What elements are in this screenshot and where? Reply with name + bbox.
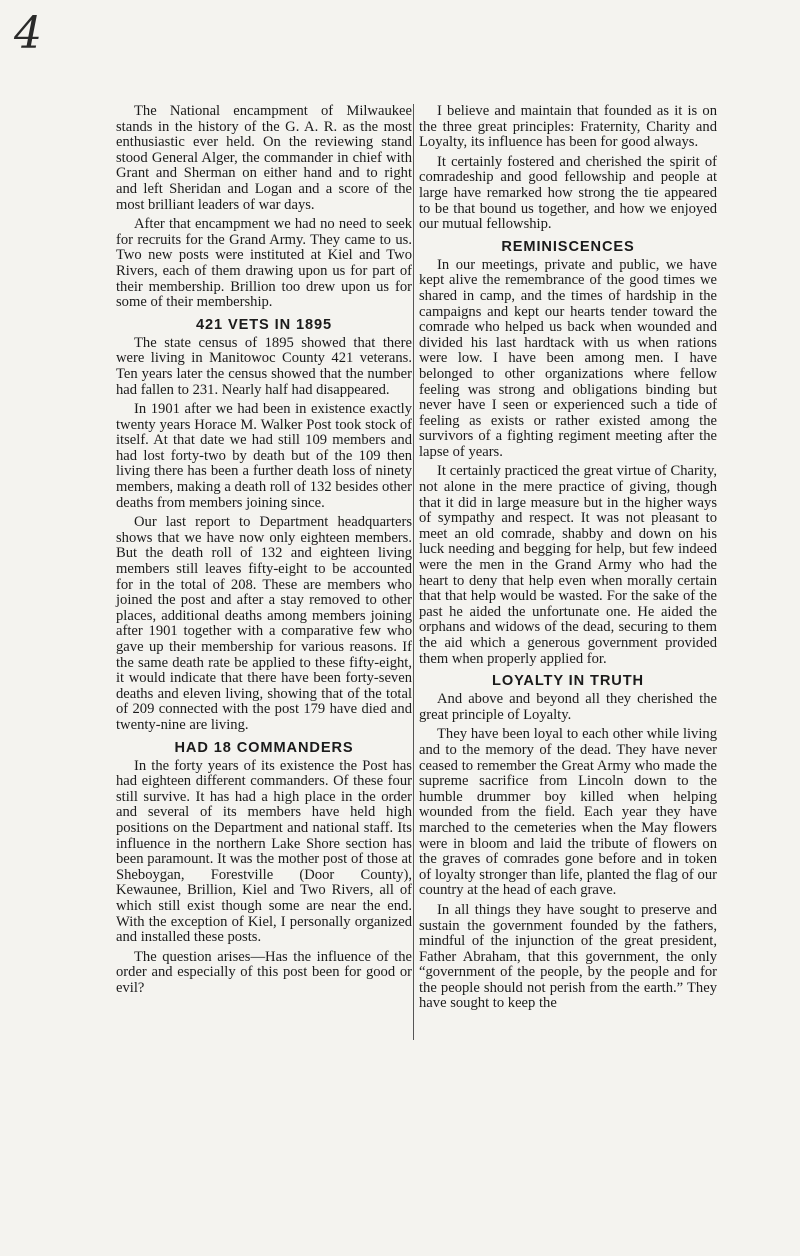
paragraph: In all things they have sought to preserve and sustain the government founded by the fathers, mindful of the injunction of the great president, Father Abraham, that this government, the only “government of the people, by the people and for the people should not perish from the earth.” They have sought to keep the — [419, 901, 717, 1012]
left-column — [116, 104, 412, 1000]
right-column — [419, 104, 717, 1016]
paragraph: And above and beyond all they cherished the great principle of Loyalty. — [419, 691, 717, 723]
paragraph: After that encampment we had no need to seek for recruits for the Grand Army. They came to us. Two new posts were instituted at Kiel and Two Rivers, each of them drawing upon us for part of their membership. Brillion too drew upon us for some of their membership. — [116, 216, 412, 311]
paragraph: I believe and maintain that founded as it is on the three great principles: Fraternity, Charity and Loyalty, its influence has been for good always. — [419, 103, 717, 151]
paragraph: The National encampment of Milwaukee stands in the history of the G. A. R. as the most enthusiastic ever held. On the reviewing stand stood General Alger, the commander in chief with Grant and Sherman on either hand and to right and left Sheridan and Logan and a score of the most brilliant leaders of war days. — [116, 103, 412, 213]
paragraph: It certainly fostered and cherished the spirit of comradeship and good fellowship and people at large have remarked how strong the tie appeared to be that bound us together, and how we enjoyed our mutual fellowship. — [419, 153, 717, 233]
paragraph: Our last report to Department headquarters shows that we have now only eighteen members. But the death roll of 132 and eighteen living members still leaves fifty-eight to be accounted for in the total of 208. These are members who joined the post and after a stay removed to other places, additional deaths among members joining after 1901 together with a comparative few who gave up their membership for various reasons. If the same death rate be applied to these fifty-eight, it would indicate that there have been forty-seven deaths and eleven living, showing that of the total of 209 connected with the post 179 have died and twenty-nine are living. — [116, 514, 412, 733]
paragraph: In our meetings, private and public, we have kept alive the remembrance of the good times we shared in camp, and the times of hardship in the campaigns and kept our hearts tender toward the comrade who helped us back when wounded and divided his last hardtack with us when rations were low. I have been among men. I have belonged to other organizations where fellow feeling was strong and obligations binding but never have I seen or experienced such a tide of feeling as exists or rather existed among the survivors of a fighting regiment meeting after the lapse of years. — [419, 256, 717, 460]
paragraph: It certainly practiced the great virtue of Charity, not alone in the mere practice of giving, though that it did in large measure but in the higher ways of sympathy and respect. It was not pleasant to meet an old comrade, shabby and down on his luck needing and begging for help, but few indeed were the men in the Grand Army who had the heart to deny that help even when morally certain that that help would be wasted. For the sake of the past he aided the unfortunate one. He aided the orphans and widows of the dead, securing to them the aid which a generous government provided them when properly applied for. — [419, 463, 717, 667]
section-heading: REMINISCENCES — [501, 238, 635, 255]
paragraph: In 1901 after we had been in existence exactly twenty years Horace M. Walker Post took stock of itself. At that date we had still 109 members and had lost forty-two by death but of the 109 then living there has been a further death loss of ninety members, making a death roll of 132 besides other deaths from members joining since. — [116, 401, 412, 511]
section-heading: LOYALTY IN TRUTH — [492, 673, 644, 690]
page-number: 4 — [14, 8, 42, 59]
section-heading: HAD 18 COMMANDERS — [174, 739, 354, 756]
paragraph: The question arises—Has the influence of the order and especially of this post been for good or evil? — [116, 948, 412, 996]
paragraph: The state census of 1895 showed that there were living in Manitowoc County 421 veterans. Ten years later the census showed that the number had fallen to 231. Nearly half had disappeared. — [116, 334, 412, 398]
section-heading: 421 VETS IN 1895 — [195, 316, 333, 333]
paragraph: They have been loyal to each other while living and to the memory of the dead. They have never ceased to remember the Great Army who made the supreme sacrifice from Lincoln down to the humble drummer boy killed when helping wounded from the field. Each year they have marched to the cemeteries when the May flowers were in bloom and laid the tribute of flowers on the graves of comrades gone before and in token of loyalty stronger than life, planted the flag of our country at the head of each grave. — [419, 726, 717, 899]
paragraph: In the forty years of its existence the Post has had eighteen different commanders. Of these four still survive. It has had a high place in the order and several of its members have held high positions on the Department and national staff. Its influence in the northern Lake Shore section has been paramount. It was the mother post of those at Sheboygan, Forestville (Door County), Kewaunee, Brillion, Kiel and Two Rivers, all of which still exist though some are near the end. With the exception of Kiel, I personally organized and installed these posts. — [116, 757, 412, 946]
